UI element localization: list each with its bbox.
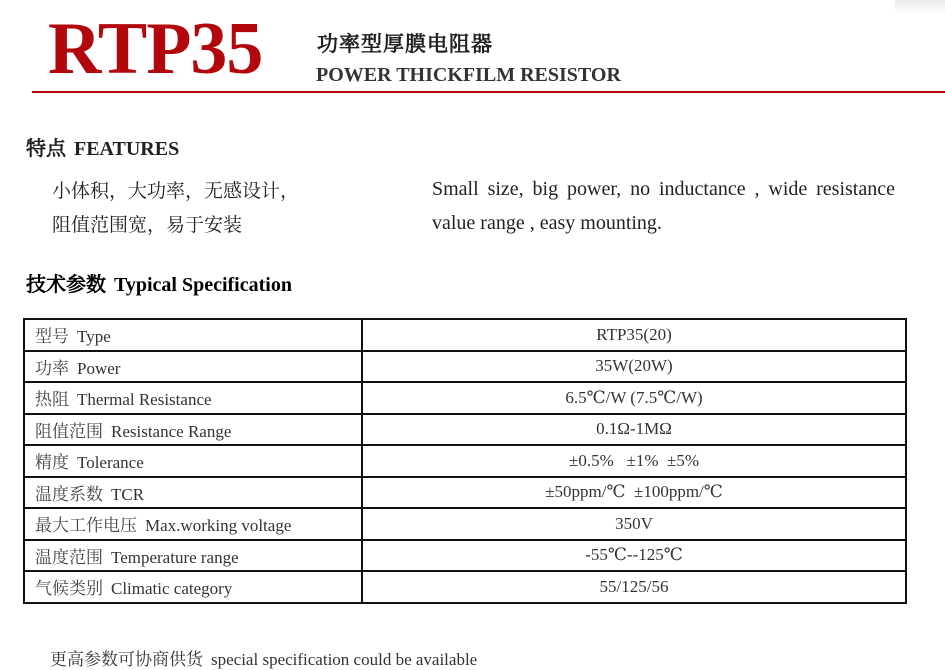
table-row xyxy=(24,477,906,509)
spec-label-en: Tolerance xyxy=(77,453,144,473)
spec-label-en: Type xyxy=(77,327,111,347)
corner-shadow xyxy=(895,0,945,14)
spec-label xyxy=(24,319,362,351)
spec-value: ±0.5% ±1% ±5% xyxy=(362,445,906,477)
spec-heading-en: Typical Specification xyxy=(114,274,292,296)
spec-label-cn: 温度范围 xyxy=(35,547,103,568)
spec-label-en: Thermal Resistance xyxy=(77,390,212,410)
spec-label-en: Climatic category xyxy=(111,579,233,599)
table-row xyxy=(24,319,906,351)
spec-label-en: Resistance Range xyxy=(111,421,232,441)
spec-label xyxy=(24,382,362,414)
features-text-cn xyxy=(52,174,299,242)
spec-label-cn: 最大工作电压 xyxy=(35,516,137,537)
spec-value: RTP35(20) xyxy=(362,319,906,351)
features-heading-en: FEATURES xyxy=(74,138,180,160)
spec-value: 55/125/56 xyxy=(362,571,906,603)
spec-value: ±50ppm/℃ ±100ppm/℃ xyxy=(362,477,906,509)
table-row xyxy=(24,382,906,414)
spec-label-en: Power xyxy=(77,358,121,378)
footnote xyxy=(50,645,477,670)
spec-label-cn: 气候类别 xyxy=(35,579,103,600)
spec-heading-cn: 技术参数 xyxy=(26,272,106,296)
table-row xyxy=(24,540,906,572)
spec-label-cn: 型号 xyxy=(35,327,69,348)
header-divider xyxy=(32,91,945,93)
table-row xyxy=(24,571,906,603)
features-heading xyxy=(26,132,179,161)
spec-value: 6.5℃/W (7.5℃/W) xyxy=(362,382,906,414)
spec-label xyxy=(24,540,362,572)
spec-label-en: TCR xyxy=(111,484,145,504)
spec-table xyxy=(23,318,907,604)
spec-label-cn: 精度 xyxy=(35,453,69,474)
table-row xyxy=(24,508,906,540)
spec-label-cn: 温度系数 xyxy=(35,484,103,505)
table-row xyxy=(24,351,906,383)
table-row xyxy=(24,445,906,477)
features-heading-cn: 特点 xyxy=(26,136,66,160)
features-text-cn-line: 小体积，大功率，无感设计， xyxy=(52,180,300,202)
spec-value: 35W(20W) xyxy=(362,351,906,383)
spec-label xyxy=(24,508,362,540)
spec-label-cn: 阻值范围 xyxy=(35,421,103,442)
spec-value: 0.1Ω-1MΩ xyxy=(362,414,906,446)
spec-label xyxy=(24,477,362,509)
spec-label xyxy=(24,351,362,383)
spec-label xyxy=(24,445,362,477)
model-number: RTP35 xyxy=(48,8,263,90)
spec-label xyxy=(24,571,362,603)
features-text-cn-line: 阻值范围宽，易于安装 xyxy=(52,214,243,236)
footnote-cn: 更高参数可协商供货 xyxy=(50,650,203,670)
spec-heading xyxy=(26,268,292,297)
table-row xyxy=(24,414,906,446)
footnote-en: special specification could be available xyxy=(211,650,478,669)
spec-label xyxy=(24,414,362,446)
spec-value: -55℃--125℃ xyxy=(362,540,906,572)
product-title-en: POWER THICKFILM RESISTOR xyxy=(316,64,621,86)
spec-label-cn: 热阻 xyxy=(35,390,69,411)
spec-label-en: Temperature range xyxy=(111,547,239,567)
spec-value: 350V xyxy=(362,508,906,540)
spec-label-cn: 功率 xyxy=(35,358,69,379)
features-text-en: Small size, big power, no inductance , wide resistance value range , easy mounting. xyxy=(432,178,895,234)
spec-label-en: Max.working voltage xyxy=(145,516,292,536)
product-title-cn: 功率型厚膜电阻器 xyxy=(317,32,493,56)
